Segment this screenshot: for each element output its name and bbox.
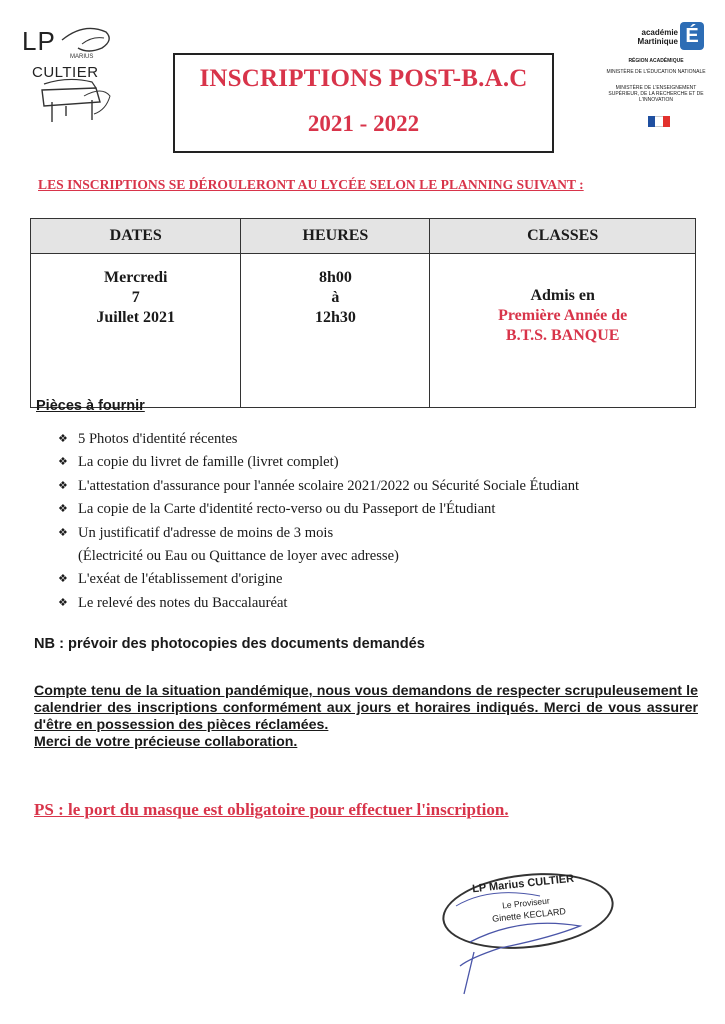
list-item-text: L'attestation d'assurance pour l'année scolaire 2021/2022 ou Sécurité Sociale Étudiant: [78, 477, 580, 494]
list-item: [58, 592, 718, 615]
class-line-admis: Admis en: [530, 287, 595, 304]
list-item: [58, 568, 718, 591]
class-line-bts: B.T.S. BANQUE: [505, 327, 620, 344]
page-title: INSCRIPTIONS POST-B.A.C: [199, 65, 528, 92]
logo-lp-text: LP: [22, 26, 56, 56]
date-number: 7: [131, 289, 140, 306]
list-item-subtext: (Électricité ou Eau ou Quittance de loyer avec adresse): [78, 548, 399, 565]
notice-text: Compte tenu de la situation pandémique, nous vous demandons de respecter scrupuleusement le calendrier des inscriptions conformément aux jours et horaires indiqués. Merci de vous assurer d'être en possession des pièces réclamées.: [34, 683, 698, 733]
date-day: Mercredi: [104, 269, 168, 286]
header-heures: HEURES: [241, 219, 430, 254]
diamond-bullet-icon: ❖: [58, 526, 68, 539]
notice-thanks: Merci de votre précieuse collaboration.: [34, 734, 298, 750]
ministere-education-text: MINISTÈRE DE L'ÉDUCATION NATIONALE: [606, 69, 706, 75]
list-item: [58, 451, 718, 474]
logo-cultier-text: CULTIER: [32, 64, 99, 81]
notice-paragraph: [34, 683, 698, 751]
header-dates: DATES: [31, 219, 241, 254]
diamond-bullet-icon: ❖: [58, 596, 68, 609]
academie-text: [638, 28, 678, 46]
diamond-bullet-icon: ❖: [58, 503, 68, 516]
region-academique-text: RÉGION ACADÉMIQUE: [628, 58, 684, 64]
time-separator: à: [331, 289, 340, 306]
list-item: [58, 475, 718, 498]
school-logo: [22, 18, 114, 128]
logo-marius-text: MARIUS: [70, 54, 94, 60]
pieces-title: Pièces à fournir: [36, 398, 145, 414]
list-item-text: 5 Photos d'identité récentes: [78, 431, 238, 447]
time-start: 8h00: [318, 269, 352, 286]
list-item-text: Un justificatif d'adresse de moins de 3 mois: [78, 524, 334, 541]
stamp-person: Ginette KECLARD: [491, 906, 567, 924]
diamond-bullet-icon: ❖: [58, 479, 68, 492]
list-item-text: La copie du livret de famille (livret complet): [78, 454, 339, 471]
list-item-text: L'exéat de l'établissement d'origine: [78, 571, 283, 588]
flag-white-stripe: [655, 116, 662, 127]
ministere-enseignement-text: MINISTÈRE DE L'ENSEIGNEMENT SUPÉRIEUR, DE LA RECHERCHE ET DE L'INNOVATION: [608, 85, 704, 103]
list-item: [58, 428, 718, 451]
list-item-text: Le relevé des notes du Baccalauréat: [78, 594, 288, 611]
table-header-row: [31, 219, 696, 254]
school-year: 2021 - 2022: [307, 111, 420, 136]
academie-e-icon: É: [680, 22, 704, 50]
signature-icon: [430, 866, 630, 1006]
official-stamp: [430, 866, 630, 1006]
schedule-table: [30, 218, 696, 408]
table-row: [31, 254, 696, 408]
pieces-list: [58, 428, 718, 615]
martinique-word: Martinique: [637, 37, 678, 46]
cell-date: [31, 254, 241, 408]
flag-blue-stripe: [648, 116, 655, 127]
list-item-text: La copie de la Carte d'identité recto-verso ou du Passeport de l'Étudiant: [78, 501, 496, 518]
time-end: 12h30: [314, 309, 356, 326]
header-classes: CLASSES: [430, 219, 696, 254]
class-line-annee: Première Année de: [498, 307, 628, 324]
stamp-school-name: LP Marius CULTIER: [471, 872, 575, 896]
piano-hat-icon: [22, 18, 114, 128]
diamond-bullet-icon: ❖: [58, 456, 68, 469]
cell-class: [430, 254, 696, 408]
title-box: [173, 53, 554, 153]
diamond-bullet-icon: ❖: [58, 573, 68, 586]
flag-red-stripe: [663, 116, 670, 127]
list-item: [58, 522, 718, 569]
academie-word: académie: [641, 28, 678, 37]
nb-note: NB : prévoir des photocopies des documents demandés: [34, 636, 425, 652]
list-item: [58, 498, 718, 521]
cell-time: [241, 254, 430, 408]
intro-text: LES INSCRIPTIONS SE DÉROULERONT AU LYCÉE SELON LE PLANNING SUIVANT :: [38, 177, 584, 192]
french-flag-icon: [648, 116, 670, 127]
academie-logo: [600, 14, 712, 130]
diamond-bullet-icon: ❖: [58, 433, 68, 445]
ps-mask-note: PS : le port du masque est obligatoire pour effectuer l'inscription.: [34, 800, 509, 819]
date-month: Juillet 2021: [96, 309, 176, 326]
stamp-role: Le Proviseur: [501, 895, 551, 911]
